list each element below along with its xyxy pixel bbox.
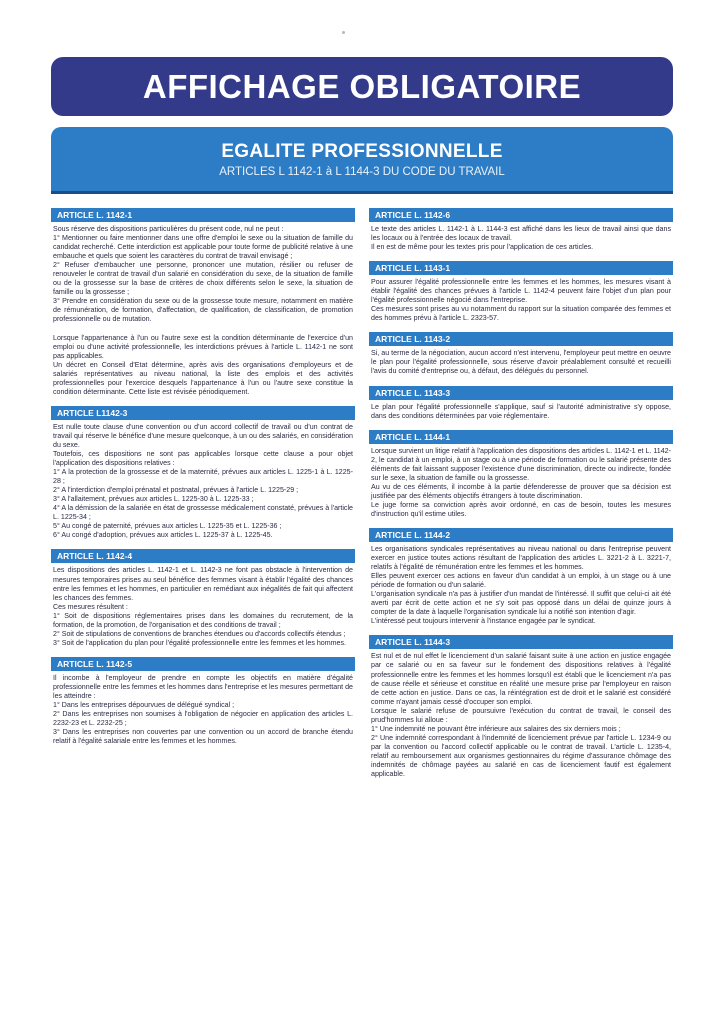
article-section [369, 528, 673, 626]
article-paragraph: Un décret en Conseil d'Etat détermine, après avis des organisations d'employeurs et de salariés représentatives au niveau national, la liste des emplois et des activités professionnelles pour l'exercice desquels l'appartenance à l'un ou l'autre sexe constitue la condition déterminante. Cette liste est révisée périodiquement. [53, 360, 353, 396]
article-paragraph: 1° A la protection de la grossesse et de la maternité, prévues aux articles L. 1225-1 à L. 1225-28 ; [53, 468, 353, 486]
article-title: ARTICLE L. 1143-1 [369, 261, 673, 275]
article-section [51, 657, 355, 746]
article-paragraph: Elles peuvent exercer ces actions en faveur d'un candidat à un emploi, à un stage ou à une période de formation ou d'un salarié. [371, 572, 671, 590]
article-paragraph: Il incombe à l'employeur de prendre en compte les objectifs en matière d'égalité professionnelle entre les femmes et les hommes dans l'entreprise et les mesures permettant de les atteindre : [53, 673, 353, 700]
article-paragraph: Est nulle toute clause d'une convention ou d'un accord collectif de travail ou d'un contrat de travail qui réserve le bénéfice d'une mesure quelconque, à un ou des salariés, en considération du sexe. [53, 422, 353, 449]
left-column [51, 208, 355, 755]
article-paragraph: 5° Au congé de paternité, prévues aux articles L. 1225-35 et L. 1225-36 ; [53, 522, 282, 531]
article-paragraph: 2° Soit de stipulations de conventions de branches étendues ou d'accords collectifs étendus ; [53, 629, 346, 638]
article-paragraph: 1° Mentionner ou faire mentionner dans une offre d'emploi le sexe ou la situation de famille du candidat recherché. Cette interdiction est applicable pour toute forme de publicité relative à une embauche et quels que soient les caractères du contrat de travail envisagé ; [53, 234, 353, 261]
article-paragraph: 3° Soit de l'application du plan pour l'égalité professionnelle entre les femmes et les hommes. [53, 638, 347, 647]
legal-reference: ARTICLES L 1142-1 à L 1144-3 DU CODE DU TRAVAIL [219, 165, 505, 178]
article-body [51, 222, 355, 397]
article-paragraph: Lorsque le salarié refuse de poursuivre l'exécution du contrat de travail, le conseil des prud'hommes lui alloue : [371, 706, 671, 724]
article-paragraph: Au vu de ces éléments, il incombe à la partie défenderesse de prouver que sa décision est justifiée par des éléments objectifs étrangers à toute discrimination. [371, 482, 671, 500]
article-paragraph: Les dispositions des articles L. 1142-1 et L. 1142-3 ne font pas obstacle à l'intervention de mesures temporaires prises au seul bénéfice des femmes visant à établir l'égalité des chances entre les femmes et les hommes, en particulier en remédiant aux inégalités de fait qui affectent les chances des femmes. [53, 566, 353, 602]
article-title: ARTICLE L. 1143-3 [369, 386, 673, 400]
article-paragraph: Si, au terme de la négociation, aucun accord n'est intervenu, l'employeur peut mettre en oeuvre le plan pour l'égalité professionnelle, sous réserve d'avoir préalablement consulté et recueilli l'avis du comité d'entreprise ou, à défaut, des délégués du personnel. [371, 349, 671, 376]
article-body [369, 346, 673, 376]
article-paragraph: 2° Une indemnité correspondant à l'indemnité de licenciement prévue par l'article L. 1234-9 ou par la convention ou l'accord collectif applicable ou le contrat de travail. L'article L. 1235-4, relatif au remboursement aux organismes gestionnaires du régime d'assurance chômage des indemnités de chômage payées au salarié en cas de licenciement fautif est également applicable. [371, 733, 671, 779]
article-section [51, 549, 355, 647]
article-paragraph: 4° A la démission de la salariée en état de grossesse médicalement constaté, prévues à l'article L. 1225-34 ; [53, 504, 353, 522]
article-title: ARTICLE L. 1142-5 [51, 657, 355, 671]
article-title: ARTICLE L. 1142-6 [369, 208, 673, 222]
article-body [369, 222, 673, 252]
article-title: ARTICLE L1142-3 [51, 406, 355, 420]
article-paragraph: Il en est de même pour les textes pris pour l'application de ces articles. [371, 243, 594, 252]
article-body [369, 542, 673, 626]
article-paragraph: Lorsque survient un litige relatif à l'application des dispositions des articles L. 1142-1 et L. 1142-2, le candidat à un emploi, à un stage ou à une période de formation ou le salarié présente des éléments de fait laissant supposer l'existence d'une discrimination, directe ou indirecte, fondée sur le sexe, la situation de famille ou la grossesse. [371, 446, 671, 482]
article-body [369, 275, 673, 323]
article-body [369, 649, 673, 779]
article-section [369, 386, 673, 421]
article-paragraph: Le juge forme sa conviction après avoir ordonné, en cas de besoin, toutes les mesures d'instruction qu'il estime utiles. [371, 500, 671, 518]
subtitle-banner [51, 127, 673, 194]
article-paragraph: Le texte des articles L. 1142-1 à L. 1144-3 est affiché dans les lieux de travail ainsi que dans les locaux ou à l'entrée des locaux de travail. [371, 225, 671, 243]
article-title: ARTICLE L. 1144-2 [369, 528, 673, 542]
article-body [369, 400, 673, 421]
article-paragraph: 6° Au congé d'adoption, prévues aux articles L. 1225-37 à L. 1225-45. [53, 531, 273, 540]
article-body [51, 420, 355, 541]
paragraph-gap [53, 325, 353, 334]
article-paragraph: Toutefois, ces dispositions ne sont pas applicables lorsque cette clause a pour objet l'application des dispositions relatives : [53, 449, 353, 468]
page-title: AFFICHAGE OBLIGATOIRE [142, 67, 582, 105]
article-paragraph: 1° Soit de dispositions réglementaires prises dans les domaines du recrutement, de la formation, de la promotion, de l'organisation et des conditions de travail ; [53, 611, 353, 629]
article-section [369, 208, 673, 252]
right-column [369, 208, 673, 788]
article-paragraph: L'organisation syndicale n'a pas à justifier d'un mandat de l'intéressé. Il suffit que celui-ci ait été averti par écrit de cette action et ne s'y soit pas opposé dans un délai de quinze jours à compter de la date à laquelle l'organisation syndicale lui a notifié son intention d'agir. [371, 590, 671, 617]
article-paragraph: Lorsque l'appartenance à l'un ou l'autre sexe est la condition déterminante de l'exercice d'un emploi ou d'une activité professionnelle, les interdictions prévues à l'article L. 1142-1 ne sont pas applicables. [53, 333, 353, 360]
article-paragraph: 1° Une indemnité ne pouvant être inférieure aux salaires des six derniers mois ; [371, 724, 621, 733]
article-section [51, 208, 355, 397]
article-paragraph: 2° Refuser d'embaucher une personne, prononcer une mutation, résilier ou refuser de renouveler le contrat de travail d'un salarié en considération du sexe, de la situation de famille ou de la grossesse sur la base de critères de choix différents selon le sexe, la situation de famille ou la grossesse ; [53, 261, 353, 297]
article-section [369, 430, 673, 519]
article-paragraph: 2° A l'interdiction d'emploi prénatal et postnatal, prévues à l'article L. 1225-29 ; [53, 486, 299, 495]
article-body [51, 563, 355, 647]
article-paragraph: 3° Dans les entreprises non couvertes par une convention ou un accord de branche étendu relatif à l'égalité salariale entre les femmes et les hommes. [53, 728, 353, 746]
article-paragraph: Ces mesures sont prises au vu notamment du rapport sur la situation comparée des femmes et des hommes prévu à l'article L. 2323-57. [371, 305, 671, 323]
article-title: ARTICLE L. 1143-2 [369, 332, 673, 346]
article-paragraph: Sous réserve des dispositions particulières du présent code, nul ne peut : [53, 225, 284, 233]
article-paragraph: Est nul et de nul effet le licenciement d'un salarié faisant suite à une action en justice engagée par ce salarié ou en sa faveur sur le fondement des dispositions relatives à l'égalité professionnelle entre les femmes et les hommes lorsqu'il est établi que le licenciement n'a pas de cause réelle et sérieuse et constitue en réalité une mesure prise par l'employeur en raison de cette action en justice. Dans ce cas, la réintégration est de droit et le salarié est considéré comme n'ayant jamais cessé d'occuper son emploi. [371, 652, 671, 706]
main-title-banner [51, 57, 673, 116]
article-title: ARTICLE L. 1144-1 [369, 430, 673, 444]
article-section [369, 261, 673, 323]
article-section [51, 406, 355, 541]
article-paragraph: 3° Prendre en considération du sexe ou de la grossesse toute mesure, notamment en matière de rémunération, de formation, d'affectation, de qualification, de classification, de promotion professionnelle ou de mutation. [53, 297, 353, 324]
scan-speck [342, 31, 345, 34]
article-paragraph: 2° Dans les entreprises non soumises à l'obligation de négocier en application des articles L. 2232-23 et L. 2232-25 ; [53, 710, 353, 728]
article-body [369, 444, 673, 519]
article-paragraph: 1° Dans les entreprises dépourvues de délégué syndical ; [53, 701, 235, 710]
page-subtitle: EGALITE PROFESSIONNELLE [221, 140, 503, 162]
article-paragraph: Ces mesures résultent : [53, 602, 128, 611]
article-paragraph: Pour assurer l'égalité professionnelle entre les femmes et les hommes, les mesures visant à établir l'égalité des chances prévues à l'article L. 1142-4 peuvent faire l'objet d'un plan pour l'égalité professionnelle négocié dans l'entreprise. [371, 278, 671, 305]
article-title: ARTICLE L. 1142-1 [51, 208, 355, 222]
article-section [369, 332, 673, 376]
article-body [51, 671, 355, 746]
article-title: ARTICLE L. 1142-4 [51, 549, 355, 563]
article-paragraph: 3° A l'allaitement, prévues aux articles L. 1225-30 à L. 1225-33 ; [53, 495, 254, 504]
article-paragraph: Le plan pour l'égalité professionnelle s'applique, sauf si l'autorité administrative s'y oppose, dans des conditions déterminées par voie réglementaire. [371, 402, 671, 420]
article-paragraph: Les organisations syndicales représentatives au niveau national ou dans l'entreprise peuvent exercer en justice toutes actions résultant de l'application des articles L. 3221-2 à L. 3221-7, relatifs à l'égalité de rémunération entre les femmes et les hommes. [371, 544, 671, 572]
article-title: ARTICLE L. 1144-3 [369, 635, 673, 649]
article-section [369, 635, 673, 779]
article-paragraph: L'intéressé peut toujours intervenir à l'instance engagée par le syndicat. [371, 617, 596, 626]
